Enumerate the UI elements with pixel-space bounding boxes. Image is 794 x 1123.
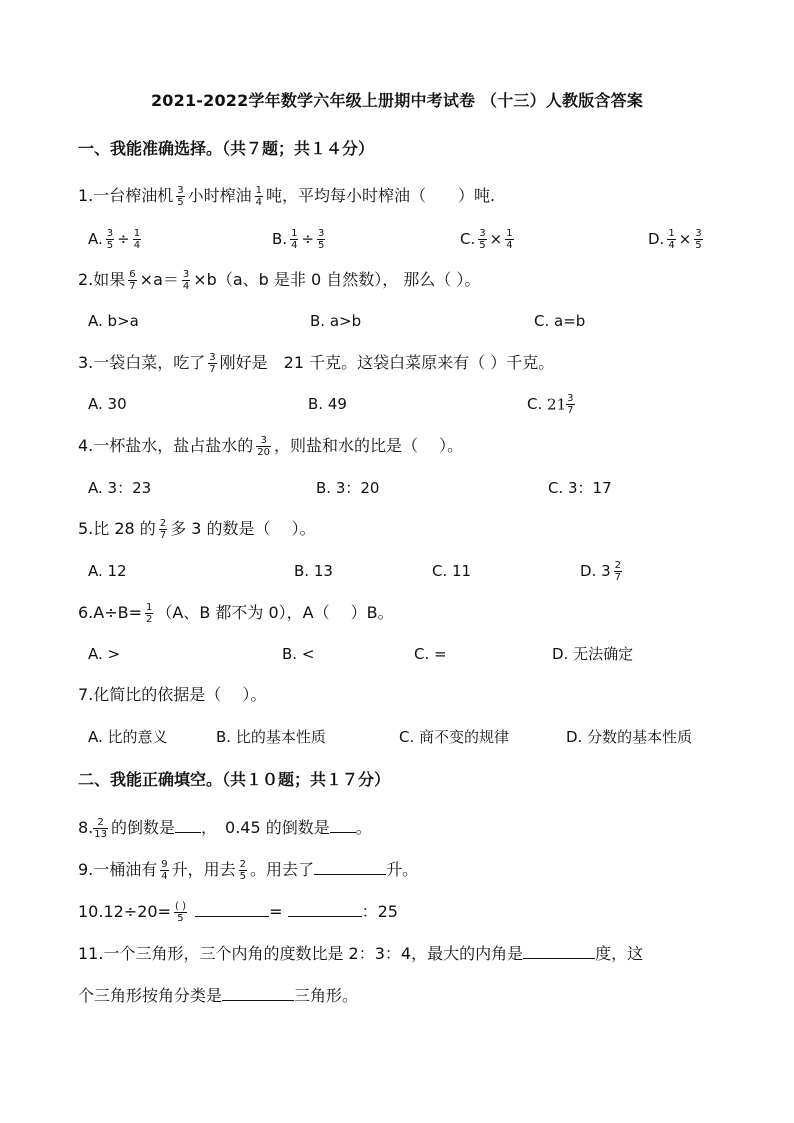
fraction: $\frac{3}{7}$ bbox=[209, 352, 216, 375]
q3-option-a[interactable]: A. 30 bbox=[88, 395, 127, 413]
q7-option-c[interactable]: C. 商不变的规律 bbox=[399, 728, 510, 746]
q2-option-a[interactable]: A. b>a bbox=[88, 312, 139, 330]
fraction: $\frac{1}{2}$ bbox=[146, 602, 153, 625]
page-title: 2021-2022学年数学六年级上册期中考试卷 （十三）人教版含答案 bbox=[150, 91, 644, 110]
question-3: 3.一袋白菜，吃了 $\frac{3}{7}$ 刚好是 21 千克。这袋白菜原来有（ ）千克。 bbox=[78, 352, 555, 375]
fraction: $\frac{1}{4}$ bbox=[255, 185, 263, 208]
q7-option-b[interactable]: B. 比的基本性质 bbox=[216, 728, 326, 746]
question-11-line-1: 11.一个三角形，三个内角的度数比是 2：3：4，最大的内角是 度，这 bbox=[78, 944, 644, 963]
answer-blank[interactable] bbox=[523, 944, 595, 959]
q3-option-c[interactable]: C. 21 $\frac{3}{7}$ bbox=[527, 393, 574, 416]
question-1: 1.一台榨油机 $\frac{3}{5}$ 小时榨油 $\frac{1}{4}$ 吨，平均每小时榨油（ ）吨. bbox=[78, 185, 496, 208]
fraction: $\frac{3}{20}$ bbox=[257, 435, 271, 458]
question-5: 5.比 28 的 $\frac{2}{7}$ 多 3 的数是（ ）。 bbox=[78, 518, 316, 541]
question-6: 6.A÷B= $\frac{1}{2}$ （A、B 都不为 0），A（ ）B。 bbox=[78, 602, 394, 625]
question-9: 9.一桶油有 $\frac{9}{4}$ 升，用去 $\frac{2}{5}$ 。用去了 升。 bbox=[78, 859, 419, 882]
fraction: $\frac{9}{4}$ bbox=[161, 859, 168, 882]
question-8: 8. $\frac{2}{13}$ 的倒数是 ， 0.45 的倒数是 。 bbox=[78, 817, 372, 840]
q1-option-a[interactable]: A. $\frac{3}{5}$ ÷ $\frac{1}{4}$ bbox=[88, 228, 141, 251]
fraction: $\frac{( )}{5}$ bbox=[174, 901, 186, 924]
fraction: $\frac{2}{13}$ bbox=[94, 817, 107, 840]
section-2-heading: 二、我能正确填空。（共１０题；共１７分） bbox=[78, 770, 391, 789]
question-11-line-2: 个三角形按角分类是 三角形。 bbox=[78, 986, 359, 1005]
q1-option-b[interactable]: B. $\frac{1}{4}$ ÷ $\frac{3}{5}$ bbox=[272, 228, 325, 251]
answer-blank[interactable] bbox=[195, 902, 269, 917]
fraction: $\frac{2}{5}$ bbox=[239, 859, 247, 882]
section-1-heading: 一、我能准确选择。（共７题；共１４分） bbox=[78, 139, 375, 158]
q5-option-b[interactable]: B. 13 bbox=[294, 562, 333, 580]
q5-option-c[interactable]: C. 11 bbox=[432, 562, 472, 580]
fraction: $\frac{6}{7}$ bbox=[129, 269, 136, 292]
answer-blank[interactable] bbox=[330, 818, 356, 833]
question-4: 4.一杯盐水，盐占盐水的 $\frac{3}{20}$ ，则盐和水的比是（ ）。 bbox=[78, 435, 464, 458]
q1-option-c[interactable]: C. $\frac{3}{5}$ × $\frac{1}{4}$ bbox=[460, 228, 513, 251]
question-10: 10.12÷20= $\frac{( )}{5}$ = ：25 bbox=[78, 901, 398, 924]
question-7: 7.化简比的依据是（ ）。 bbox=[78, 685, 267, 704]
fraction: $\frac{3}{4}$ bbox=[182, 269, 190, 292]
q4-option-c[interactable]: C. 3：17 bbox=[548, 479, 612, 497]
q6-option-d[interactable]: D. 无法确定 bbox=[552, 645, 634, 663]
fraction: $\frac{2}{7}$ bbox=[159, 518, 167, 541]
q4-option-a[interactable]: A. 3：23 bbox=[88, 479, 152, 497]
q7-option-d[interactable]: D. 分数的基本性质 bbox=[566, 728, 693, 746]
q5-option-d[interactable]: D. 3 $\frac{2}{7}$ bbox=[580, 560, 622, 583]
q2-option-c[interactable]: C. a=b bbox=[534, 312, 586, 330]
q3-option-b[interactable]: B. 49 bbox=[308, 395, 347, 413]
q6-option-b[interactable]: B. < bbox=[282, 645, 315, 663]
q2-option-b[interactable]: B. a>b bbox=[310, 312, 362, 330]
q7-option-a[interactable]: A. 比的意义 bbox=[88, 728, 168, 746]
answer-blank[interactable] bbox=[175, 818, 201, 833]
answer-blank[interactable] bbox=[288, 902, 362, 917]
q5-option-a[interactable]: A. 12 bbox=[88, 562, 127, 580]
fraction: $\frac{3}{5}$ bbox=[177, 185, 184, 208]
question-2: 2.如果 $\frac{6}{7}$ ×a＝ $\frac{3}{4}$ ×b（a、b 是非 0 自然数）， 那么（ ）。 bbox=[78, 269, 481, 292]
answer-blank[interactable] bbox=[314, 860, 386, 875]
q6-option-a[interactable]: A. > bbox=[88, 645, 121, 663]
answer-blank[interactable] bbox=[222, 986, 294, 1001]
q1-option-d[interactable]: D. $\frac{1}{4}$ × $\frac{3}{5}$ bbox=[648, 228, 702, 251]
q4-option-b[interactable]: B. 3：20 bbox=[316, 479, 380, 497]
q6-option-c[interactable]: C. = bbox=[414, 645, 447, 663]
